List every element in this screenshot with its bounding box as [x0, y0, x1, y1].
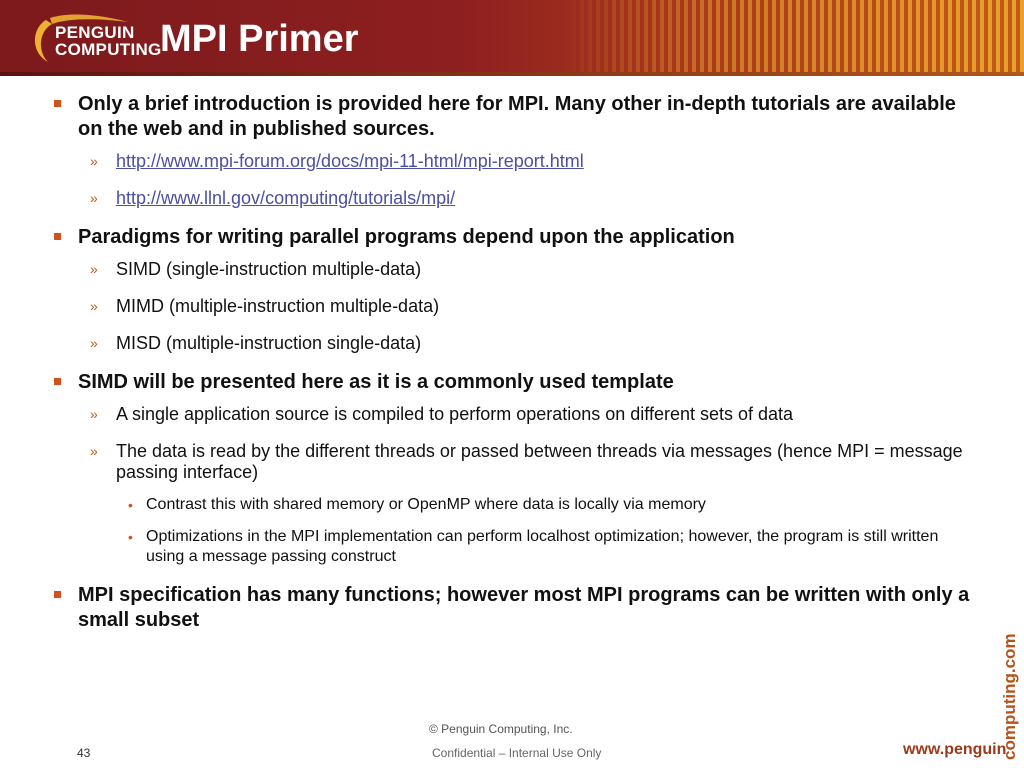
double-chevron-icon: »	[90, 335, 98, 351]
bullet-text: Paradigms for writing parallel programs depend upon the application	[78, 226, 735, 248]
slide-header	[0, 0, 1024, 76]
mpi-forum-link[interactable]: http://www.mpi-forum.org/docs/mpi-11-html/mpi-report.html	[116, 151, 584, 171]
square-bullet-icon	[54, 591, 61, 598]
footer-confidential: Confidential – Internal Use Only	[432, 746, 602, 760]
footer-copyright: © Penguin Computing, Inc.	[429, 722, 573, 736]
sub-bullet-item	[50, 296, 980, 317]
sub-bullet-item	[50, 151, 980, 172]
square-bullet-icon	[54, 233, 61, 240]
bullet-text: Contrast this with shared memory or OpenMP where data is locally via memory	[146, 496, 706, 513]
double-chevron-icon: »	[90, 261, 98, 277]
sub-bullet-item	[50, 404, 980, 425]
bullet-text: The data is read by the different threads or passed between threads via messages (hence MPI = message passing interface)	[116, 441, 963, 482]
bullet-item	[50, 370, 980, 395]
sub-bullet-item	[50, 441, 980, 483]
sub-sub-bullet-item	[50, 527, 980, 567]
sub-bullet-item	[50, 333, 980, 354]
bullet-text: MIMD (multiple-instruction multiple-data)	[116, 296, 440, 316]
bullet-item	[50, 92, 980, 142]
square-bullet-icon	[54, 378, 61, 385]
header-stripes	[560, 0, 1024, 76]
dot-bullet-icon: •	[128, 497, 133, 513]
dot-bullet-icon: •	[128, 529, 133, 545]
square-bullet-icon	[54, 100, 61, 107]
bullet-text: SIMD (single-instruction multiple-data)	[116, 259, 422, 279]
llnl-tutorial-link[interactable]: http://www.llnl.gov/computing/tutorials/mpi/	[116, 188, 456, 208]
logo-text-penguin: PENGUIN	[55, 23, 135, 42]
bullet-item	[50, 225, 980, 250]
bullet-text: MPI specification has many functions; however most MPI programs can be written with only a small subset	[78, 584, 970, 631]
bullet-text: MISD (multiple-instruction single-data)	[116, 333, 422, 353]
bullet-item	[50, 583, 980, 633]
bullet-text: Only a brief introduction is provided here for MPI. Many other in-depth tutorials are available on the web and in published sources.	[78, 93, 956, 140]
slide-title: MPI Primer	[160, 18, 359, 60]
penguin-computing-logo	[28, 12, 162, 68]
sub-sub-bullet-item	[50, 495, 980, 515]
side-brand-text: computing.com	[1000, 633, 1019, 760]
sub-bullet-item	[50, 259, 980, 280]
double-chevron-icon: »	[90, 406, 98, 422]
footer-web-brand: www.penguin	[903, 741, 1007, 758]
bullet-list	[50, 92, 980, 642]
logo-text-computing: COMPUTING	[55, 40, 162, 59]
double-chevron-icon: »	[90, 190, 98, 206]
sub-bullet-item	[50, 188, 980, 209]
page-number: 43	[77, 746, 91, 760]
bullet-text: SIMD will be presented here as it is a commonly used template	[78, 371, 674, 393]
header-divider	[0, 72, 1024, 76]
bullet-text: A single application source is compiled to perform operations on different sets of data	[116, 404, 794, 424]
double-chevron-icon: »	[90, 153, 98, 169]
double-chevron-icon: »	[90, 443, 98, 459]
bullet-text: Optimizations in the MPI implementation can perform localhost optimization; however, the program is still written using a message passing construct	[146, 528, 939, 565]
double-chevron-icon: »	[90, 298, 98, 314]
